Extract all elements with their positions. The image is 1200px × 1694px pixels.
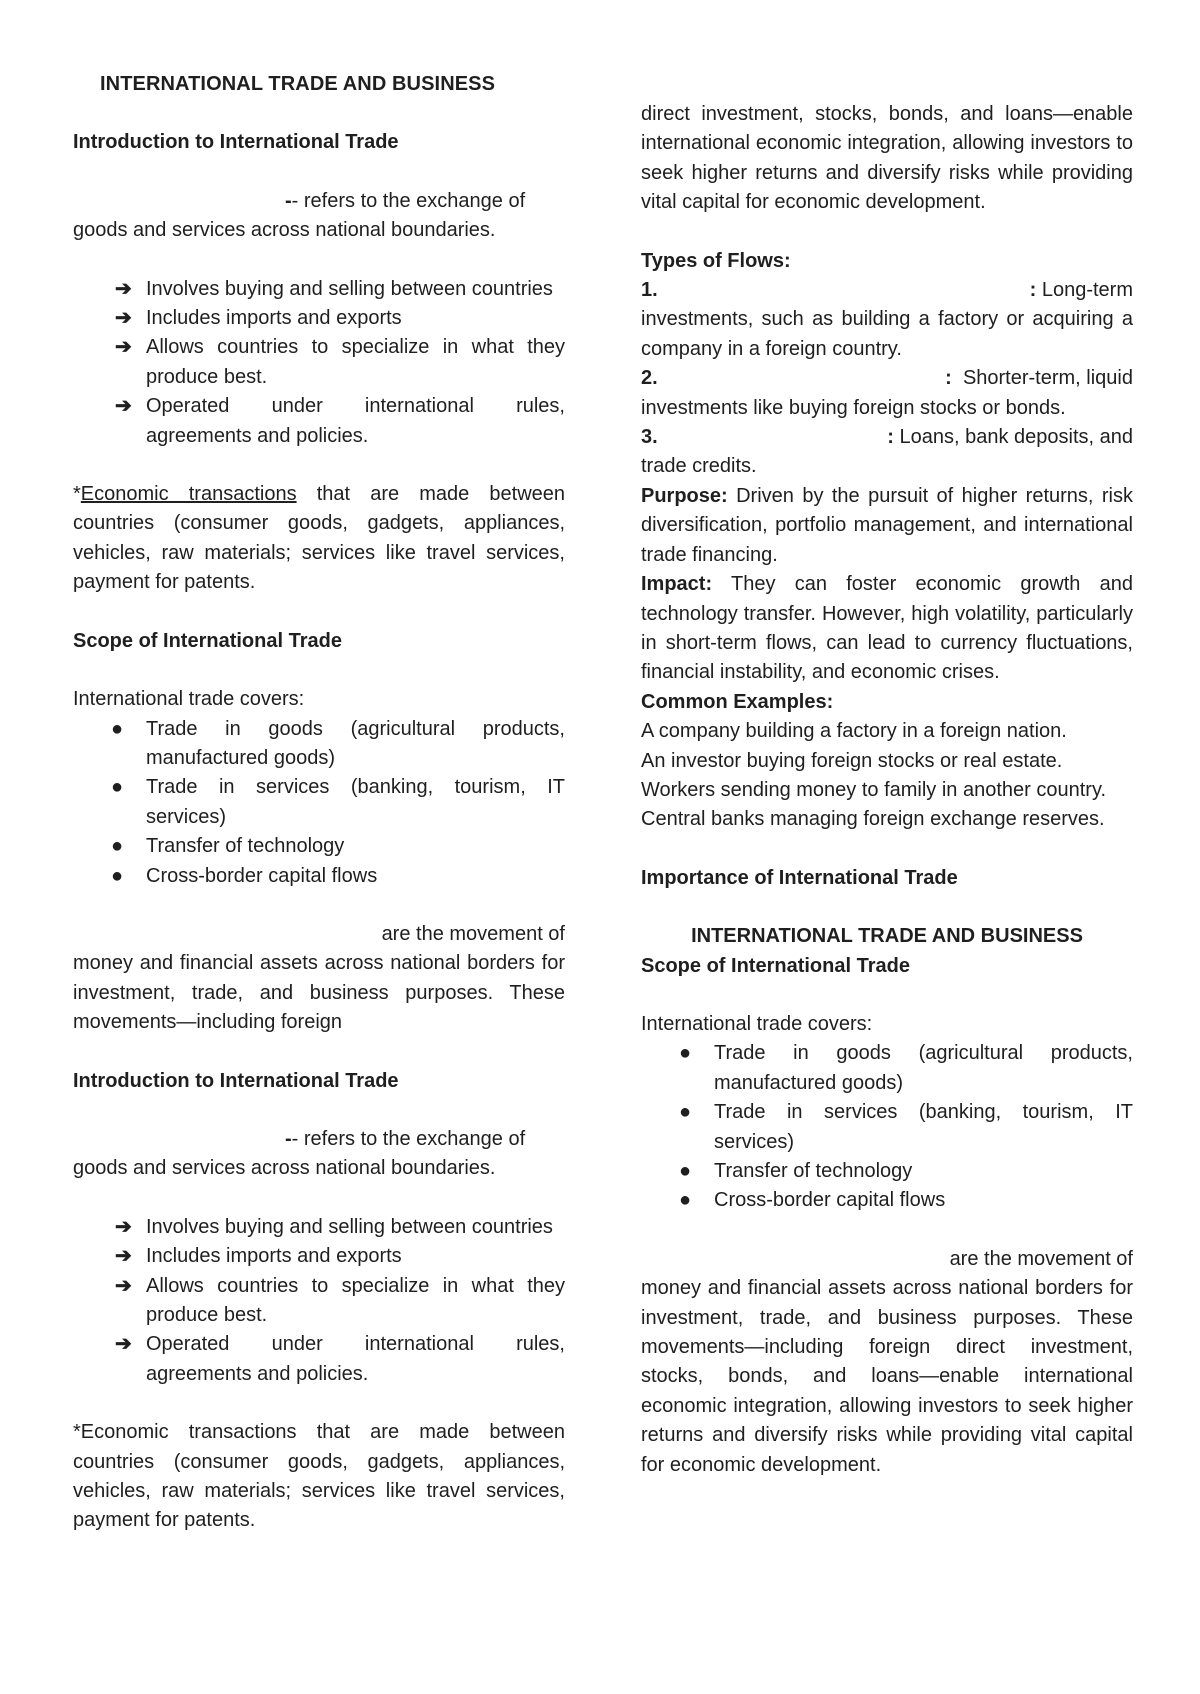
- list-item: ● Trade in goods (agricultural products, manufactured goods): [641, 1039, 1133, 1098]
- list-item: ● Transfer of technology: [641, 1157, 1133, 1186]
- arrow-icon: ➔: [115, 307, 132, 330]
- capital-flows-continued: direct investment, stocks, bonds, and loans—enable international economic integration, allowing investors to seek higher returns and diversify risks while providing vital capital for economic development.: [641, 103, 1133, 214]
- scope-intro-repeat: International trade covers:: [641, 1012, 873, 1035]
- example-item: An investor buying foreign stocks or real estate.: [641, 749, 1063, 772]
- flow-2: 2. : Shorter-term, liquid: [641, 367, 1133, 390]
- intro-definition: -- refers to the exchange of: [285, 189, 526, 212]
- arrow-icon: ➔: [115, 336, 132, 359]
- arrow-icon: ➔: [115, 1245, 132, 1268]
- bullet-icon: ●: [111, 776, 124, 799]
- list-item: ➔ Allows countries to specialize in what they produce best.: [73, 1272, 565, 1331]
- arrow-icon: ➔: [115, 1333, 132, 1356]
- bullet-icon: ●: [111, 835, 124, 858]
- scope-intro: International trade covers:: [73, 688, 305, 711]
- arrow-icon: ➔: [115, 1274, 132, 1297]
- document-title-repeat: INTERNATIONAL TRADE AND BUSINESS: [691, 925, 1083, 948]
- list-item: ➔ Includes imports and exports: [73, 304, 565, 333]
- intro-definition-b: goods and services across national boundaries.: [73, 219, 496, 242]
- intro-heading: Introduction to International Trade: [73, 131, 399, 154]
- flow-1-description: investments, such as building a factory or acquiring a company in a foreign country.: [641, 308, 1133, 360]
- flow-2-description: investments like buying foreign stocks or bonds.: [641, 396, 1066, 419]
- capital-flows-definition-a: are the movement of: [381, 922, 565, 945]
- list-item: ➔ Operated under international rules, agreements and policies.: [73, 392, 565, 451]
- intro-arrow-list: [73, 275, 565, 451]
- arrow-icon: ➔: [115, 1215, 132, 1238]
- list-item: ● Cross-border capital flows: [73, 862, 565, 891]
- bullet-icon: ●: [111, 717, 124, 740]
- bullet-icon: ●: [111, 864, 124, 887]
- capital-flows-definition-repeat-a: are the movement of: [949, 1247, 1133, 1270]
- list-item: ● Trade in services (banking, tourism, IT services): [73, 773, 565, 832]
- intro-definition-a: - refers to the exchange of: [291, 189, 526, 212]
- scope-heading: Scope of International Trade: [73, 629, 342, 652]
- scope-bullet-list-repeat: [641, 1039, 1133, 1215]
- importance-heading: Importance of International Trade: [641, 866, 958, 889]
- economic-transactions-note-repeat: *Economic transactions that are made between countries (consumer goods, gadgets, appliances, vehicles, raw materials; services like travel services, payment for patents.: [73, 1421, 565, 1532]
- flow-3-description: trade credits.: [641, 455, 757, 478]
- list-item: ➔ Allows countries to specialize in what they produce best.: [73, 333, 565, 392]
- list-item: ● Cross-border capital flows: [641, 1186, 1133, 1215]
- arrow-icon: ➔: [115, 277, 132, 300]
- economic-transactions-note: *Economic transactions that are made between countries (consumer goods, gadgets, appliances, vehicles, raw materials; services like travel services, payment for patents.: [73, 483, 566, 594]
- list-item: ➔ Involves buying and selling between countries: [73, 275, 565, 304]
- bullet-icon: ●: [679, 1101, 692, 1124]
- impact-paragraph: Impact: They can foster economic growth and technology transfer. However, high volatility, particularly in short-term flows, can lead to currency fluctuations, financial instability, and economic crises.: [641, 573, 1133, 684]
- bullet-icon: ●: [679, 1189, 692, 1212]
- list-item: ➔ Operated under international rules, agreements and policies.: [73, 1330, 565, 1389]
- list-item: ➔ Involves buying and selling between countries: [73, 1213, 565, 1242]
- intro-definition-repeat: -- refers to the exchange of: [285, 1127, 526, 1150]
- bullet-icon: ●: [679, 1042, 692, 1065]
- intro-heading-repeat: Introduction to International Trade: [73, 1069, 399, 1092]
- capital-flows-definition-b: money and financial assets across national borders for investment, trade, and business purposes. These movements—including foreign: [73, 952, 565, 1034]
- capital-flows-definition-repeat-b: money and financial assets across national borders for investment, trade, and business purposes. These movements—including foreign direct investment, stocks, bonds, and loans—enable international economic integration, allowing investors to seek higher returns and diversify risks while providing vital capital for economic development.: [641, 1277, 1133, 1476]
- types-of-flows-heading: Types of Flows:: [641, 249, 791, 272]
- flow-3: 3. : Loans, bank deposits, and: [641, 426, 1133, 449]
- bullet-icon: ●: [679, 1160, 692, 1182]
- purpose-paragraph: Purpose: Driven by the pursuit of higher returns, risk diversification, portfolio management, and international trade financing.: [641, 484, 1133, 566]
- example-item: Workers sending money to family in another country.: [641, 778, 1107, 801]
- document-title: INTERNATIONAL TRADE AND BUSINESS: [100, 73, 496, 95]
- scope-bullet-list: [73, 715, 565, 891]
- list-item: ● Trade in services (banking, tourism, IT services): [641, 1098, 1133, 1157]
- list-item: ➔ Includes imports and exports: [73, 1242, 565, 1271]
- intro-definition-repeat-b: goods and services across national boundaries.: [73, 1157, 496, 1180]
- flow-1: 1. : Long-term: [641, 279, 1133, 302]
- intro-arrow-list-repeat: [73, 1213, 565, 1389]
- example-item: Central banks managing foreign exchange reserves.: [641, 808, 1105, 831]
- example-item: A company building a factory in a foreign nation.: [641, 720, 1067, 743]
- list-item: ● Trade in goods (agricultural products, manufactured goods): [73, 715, 565, 774]
- scope-heading-repeat: Scope of International Trade: [641, 954, 910, 977]
- left-column: [73, 70, 565, 1536]
- arrow-icon: ➔: [115, 395, 132, 418]
- list-item: ● Transfer of technology: [73, 832, 565, 861]
- common-examples-heading: Common Examples:: [641, 690, 834, 713]
- right-column: [641, 100, 1133, 1480]
